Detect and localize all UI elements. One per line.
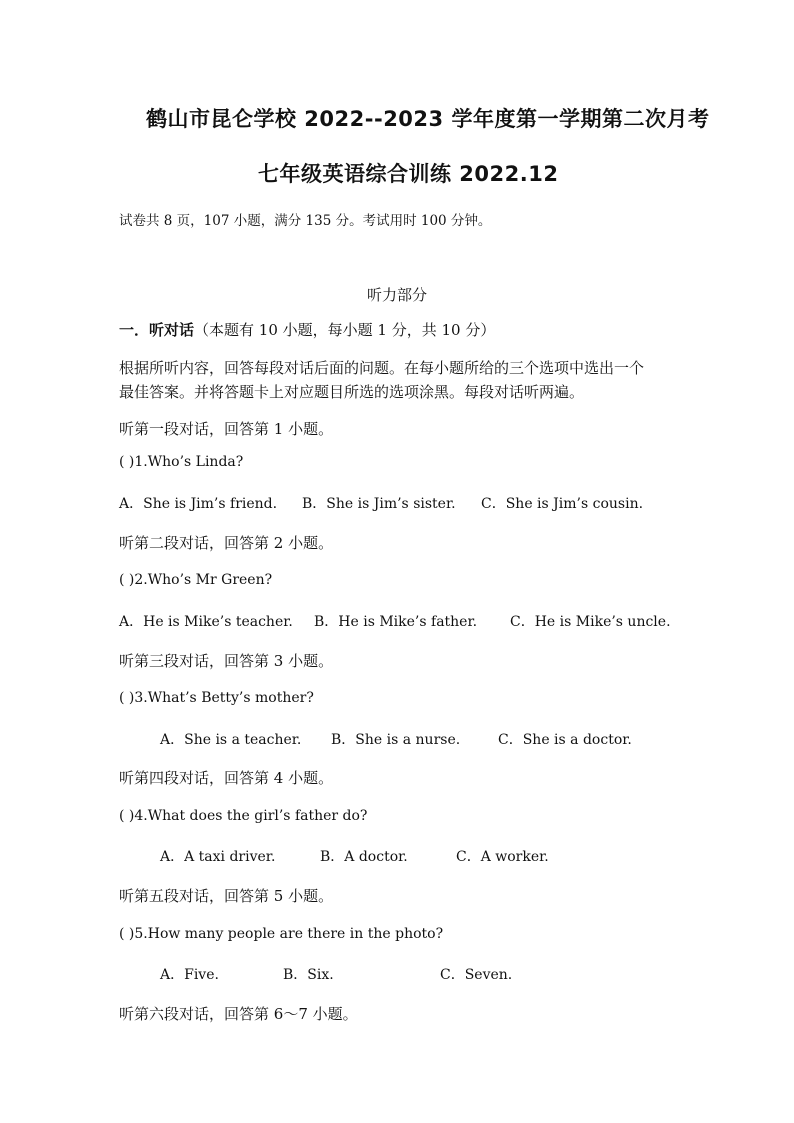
option-c[interactable]: C．He is Mike’s uncle. — [510, 614, 671, 630]
instruction-line-2: 最佳答案。并将答题卡上对应题目所选的选项涂黑。每段对话听两遍。 — [119, 383, 585, 401]
question: ( )1.Who’s Linda? — [119, 454, 244, 470]
option-a[interactable]: A．She is a teacher. — [160, 732, 302, 748]
part-detail: （本题有 10 小题，每小题 1 分，共 10 分） — [194, 321, 496, 339]
exam-info: 试卷共 8 页，107 小题，满分 135 分。考试用时 100 分钟。 — [119, 213, 492, 229]
option-c[interactable]: C．She is a doctor. — [498, 732, 632, 748]
question: ( )5.How many people are there in the photo? — [119, 926, 444, 942]
part-heading — [119, 319, 495, 340]
dialogue-prompt: 听第一段对话，回答第 1 小题。 — [119, 420, 334, 438]
instruction-line-1: 根据所听内容，回答每段对话后面的问题。在每小题所给的三个选项中选出一个 — [119, 359, 645, 377]
option-a[interactable]: A．Five. — [160, 967, 219, 983]
option-a[interactable]: A．A taxi driver. — [160, 849, 276, 865]
options-row — [0, 846, 794, 866]
dialogue-prompt: 听第五段对话，回答第 5 小题。 — [119, 887, 334, 905]
dialogue-prompt: 听第四段对话，回答第 4 小题。 — [119, 769, 334, 787]
options-row — [0, 964, 794, 984]
part-label: 一．听对话 — [119, 321, 195, 339]
option-c[interactable]: C．She is Jim’s cousin. — [481, 496, 644, 512]
dialogue-prompt: 听第六段对话，回答第 6～7 小题。 — [119, 1005, 358, 1023]
question: ( )2.Who’s Mr Green? — [119, 572, 273, 588]
section-heading: 听力部分 — [367, 286, 428, 304]
option-c[interactable]: C．Seven. — [440, 967, 513, 983]
document-title: 鹤山市昆仑学校 2022--2023 学年度第一学期第二次月考 — [146, 107, 710, 131]
options-row — [0, 729, 794, 749]
option-b[interactable]: B．He is Mike’s father. — [314, 614, 478, 630]
options-row — [0, 493, 794, 513]
option-a[interactable]: A．He is Mike’s teacher. — [119, 614, 293, 630]
document-subtitle: 七年级英语综合训练 2022.12 — [258, 162, 559, 186]
options-row — [0, 611, 794, 631]
question: ( )3.What’s Betty’s mother? — [119, 690, 314, 706]
dialogue-prompt: 听第二段对话，回答第 2 小题。 — [119, 534, 334, 552]
option-a[interactable]: A．She is Jim’s friend. — [119, 496, 278, 512]
option-c[interactable]: C．A worker. — [456, 849, 549, 865]
option-b[interactable]: B．Six. — [283, 967, 334, 983]
option-b[interactable]: B．She is a nurse. — [331, 732, 461, 748]
option-b[interactable]: B．She is Jim’s sister. — [302, 496, 456, 512]
dialogue-prompt: 听第三段对话，回答第 3 小题。 — [119, 652, 334, 670]
question: ( )4.What does the girl’s father do? — [119, 808, 368, 824]
option-b[interactable]: B．A doctor. — [320, 849, 408, 865]
